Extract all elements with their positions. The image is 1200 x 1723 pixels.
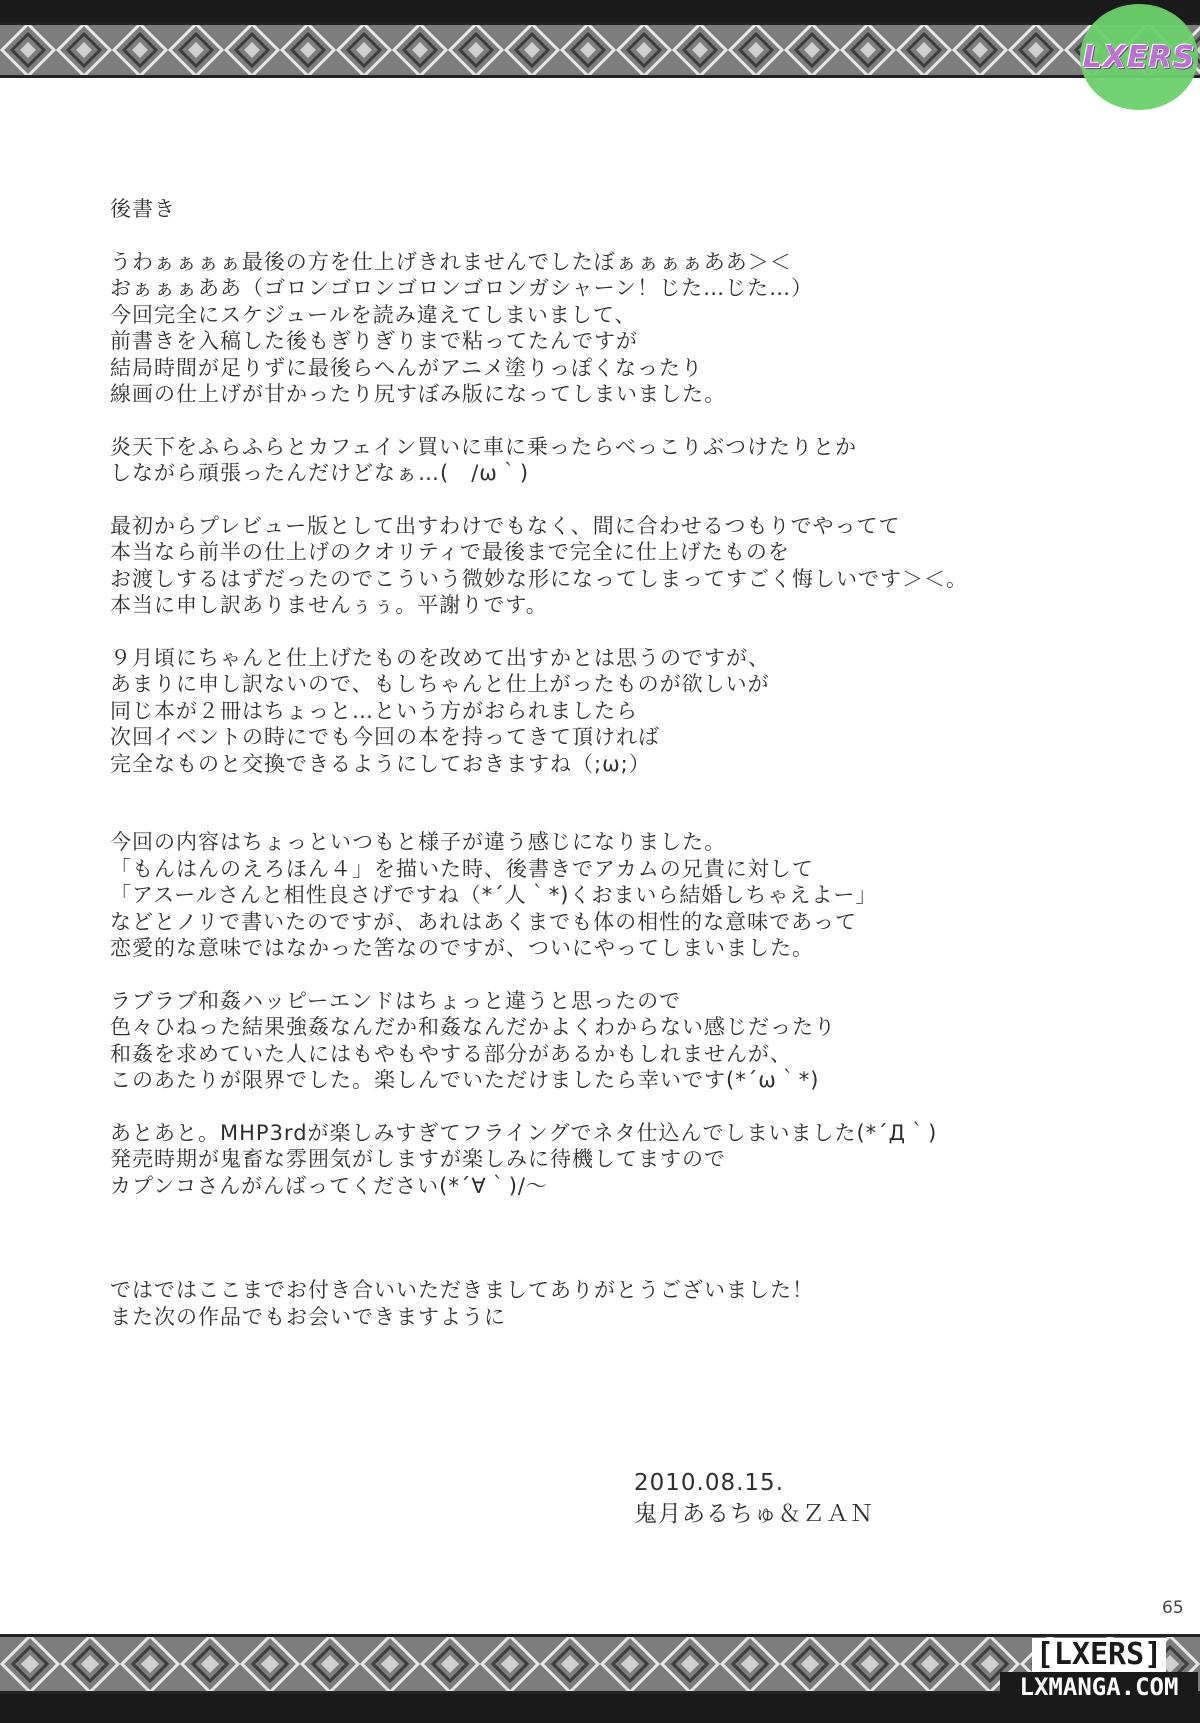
text-line: 結局時間が足りずに最後らへんがアニメ塗りっぽくなったり — [110, 355, 703, 380]
text-line: 発売時期が鬼畜な雰囲気がしますが楽しみに待機してますので — [110, 1147, 726, 1171]
paragraph-2 — [110, 434, 1070, 487]
text-line: 恋愛的な意味ではなかった筈なのですが、ついにやってしまいました。 — [110, 936, 814, 960]
text-line: 色々ひねった結果強姦なんだか和姦なんだかよくわからない感じだったり — [110, 1015, 836, 1039]
paragraph-3 — [110, 513, 1070, 619]
text-line: 「アスールさんと相性良さげですね（*´人｀*)くおまいら結婚しちゃえよー」 — [110, 883, 878, 907]
text-line: 最初からプレビュー版として出すわけでもなく、間に合わせるつもりでやってて — [110, 513, 901, 538]
text-line: このあたりが限界でした。楽しんでいただけましたら幸いです(*´ω｀*) — [110, 1068, 820, 1092]
text-line: 本当に申し訳ありませんぅぅ。平謝りです。 — [110, 593, 548, 617]
text-line: ラブラブ和姦ハッピーエンドはちょっと違うと思ったので — [110, 988, 682, 1013]
text-line: 「もんはんのえろほん４」を描いた時、後書きでアカムの兄貴に対して — [110, 856, 814, 881]
text-line: 次回イベントの時にでも今回の本を持ってきて頂ければ — [110, 725, 660, 749]
watermark-top: [LXERS] — [1032, 1638, 1166, 1672]
text-line: また次の作品でもお会いできますように — [110, 1304, 506, 1329]
top-border — [0, 0, 1200, 86]
logo-text: LXERS — [1082, 39, 1196, 75]
text-line: ではではここまでお付き合いいただきましてありがとうございました！ — [110, 1278, 814, 1302]
text-line: カプンコさんがんばってください(*´∀｀)/～ — [110, 1173, 548, 1198]
signature — [634, 1468, 874, 1530]
text-line: あまりに申し訳ないので、もしちゃんと仕上がったものが欲しいが — [110, 672, 770, 696]
text-line: おぁぁぁああ（ゴロンゴロンゴロンゴロンガシャーン！じた…じた…） — [110, 276, 814, 300]
text-line: 今回の内容はちょっといつもと様子が違う感じになりました。 — [110, 830, 726, 854]
text-line: 完全なものと交換できるようにしておきますね（;ω;） — [110, 751, 651, 776]
text-line: うわぁぁぁぁ最後の方を仕上げきれませんでしたぼぁぁぁぁああ＞＜ — [110, 249, 792, 274]
text-line: 今回完全にスケジュールを読み違えてしまいまして、 — [110, 302, 637, 327]
top-border-bar — [0, 0, 1200, 22]
text-line: 本当なら前半の仕上げのクオリティで最後まで完全に仕上げたものを — [110, 540, 790, 564]
text-line: ９月頃にちゃんと仕上げたものを改めて出すかとは思うのですが、 — [110, 645, 770, 670]
paragraph-6 — [110, 988, 1070, 1094]
watermark-bottom: LXMANGA.COM — [1000, 1672, 1198, 1702]
signature-date: 2010.08.15. — [634, 1470, 784, 1496]
text-line: 同じ本が２冊はちょっと…という方がおられましたら — [110, 698, 638, 723]
watermark — [1000, 1638, 1198, 1702]
text-line: お渡しするはずだったのでこういう微妙な形になってしまってすごく悔しいです＞＜。 — [110, 566, 968, 591]
page-number: 65 — [1162, 1598, 1184, 1618]
paragraph-5 — [110, 829, 1070, 962]
text-line: あとあと。MHP3rdが楽しみすぎてフライングでネタ仕込んでしまいました(*´Д｀) — [110, 1120, 938, 1145]
paragraph-7 — [110, 1120, 1070, 1200]
text-line: 和姦を求めていた人にはもやもやする部分があるかもしれませんが、 — [110, 1041, 792, 1066]
site-logo[interactable] — [1080, 4, 1198, 110]
top-border-pattern — [0, 22, 1200, 78]
text-line: などとノリで書いたのですが、あれはあくまでも体の相性的な意味であって — [110, 909, 857, 934]
afterword-body — [110, 196, 1070, 1356]
text-line: 線画の仕上げが甘かったり尻すぼみ版になってしまいました。 — [110, 382, 726, 406]
afterword-heading: 後書き — [110, 197, 176, 221]
text-line: しながら頑張ったんだけどなぁ…( /ω｀) — [110, 461, 530, 485]
text-line: 炎天下をふらふらとカフェイン買いに車に乗ったらべっこりぶつけたりとか — [110, 434, 857, 459]
paragraph-4 — [110, 645, 1070, 778]
paragraph-1 — [110, 249, 1070, 408]
paragraph-8 — [110, 1277, 1070, 1330]
text-line: 前書きを入稿した後もぎりぎりまで粘ってたんですが — [110, 329, 638, 353]
signature-authors: 鬼月あるちゅ＆ＺＡＮ — [634, 1501, 874, 1527]
